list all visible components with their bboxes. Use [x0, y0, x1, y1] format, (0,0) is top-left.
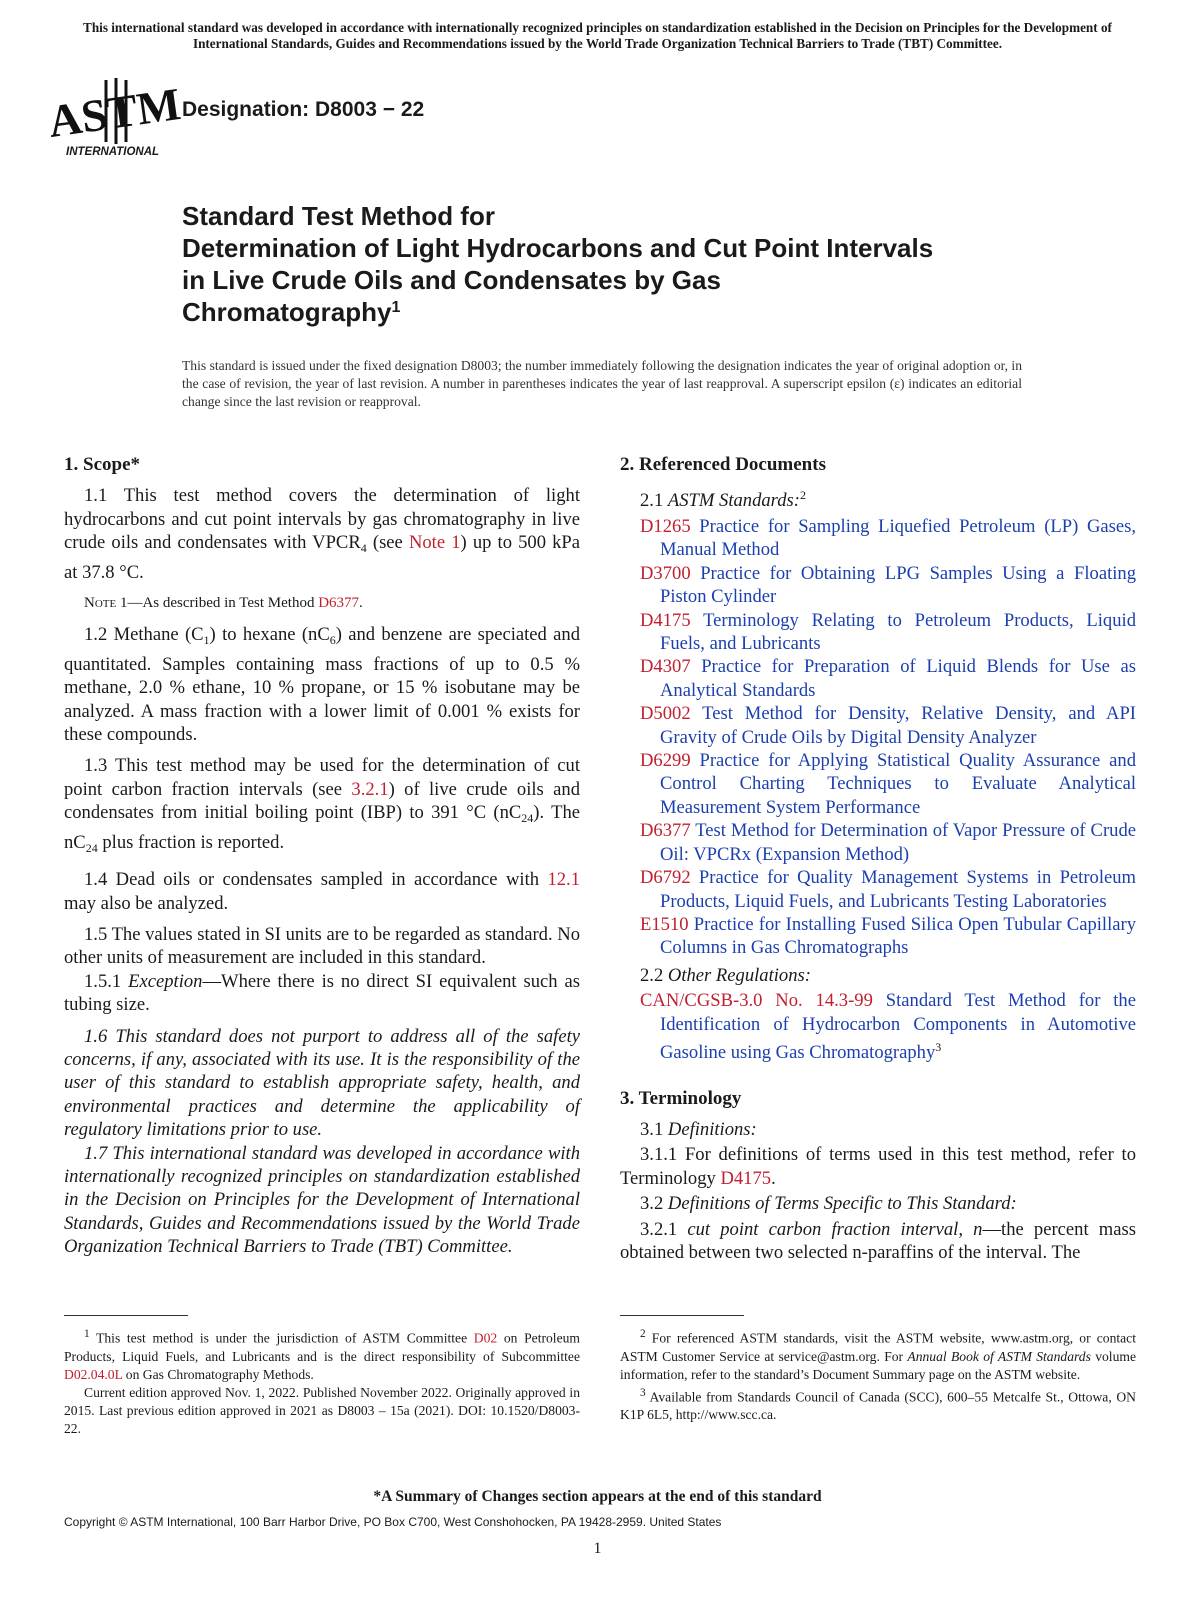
d4175-link[interactable]: D4175 [720, 1167, 772, 1189]
reference-item-cgsb: CAN/CGSB-3.0 No. 14.3-99 Standard Test Method for the Identification of Hydrocarbon Components in Automotive Gasoline using Gas Chromatography$^3$ [640, 990, 1136, 1064]
document-title [182, 200, 942, 328]
para-1-3: 1.3 This test method may be used for the determination of cut point carbon fraction intervals (see 3.2.1) of live crude oils and condensates from initial boiling point (IBP) to 391 °C $(nC_{24})$. The $nC_{24}$ plus fraction is reported. [64, 755, 581, 855]
footnote-rule-right [620, 1315, 744, 1316]
reference-code[interactable]: D6377 [640, 820, 691, 842]
astm-logo-subtext: INTERNATIONAL [66, 146, 160, 158]
footnotes-2-3: $^2$ For referenced ASTM standards, visit the ASTM website, www.astm.org, or contact ASTM Customer Service at service@astm.org. For Annual Book of ASTM Standards volume information, refer to the standard’s Document Summary page on the ASTM website. $^3$ Available from Standards Council of Canada (SCC), 600–55 Metcalfe St., Ottowa, ON K1P 6L5, http://www.scc.ca. [620, 1328, 1136, 1423]
reference-code[interactable]: D6792 [640, 867, 691, 889]
astm-logo [44, 70, 184, 166]
reference-code[interactable]: D6299 [640, 750, 691, 772]
referenced-documents-heading: 2. Referenced Documents [620, 454, 826, 475]
reference-title[interactable]: Practice for Applying Statistical Quality Assurance and Control Charting Techniques to Evaluate Analytical Measurement System Performance [660, 750, 1136, 818]
svg-text:ASTM: ASTM [44, 77, 184, 147]
d02-link[interactable]: D02 [473, 1330, 498, 1346]
left-column [64, 453, 580, 1267]
reference-title-cgsb[interactable]: Standard Test Method for the Identification of Hydrocarbon Components in Automotive Gasoline using Gas Chromatography [660, 990, 1136, 1064]
footnote-rule-left [64, 1315, 188, 1316]
note-1: Note 1—As described in Test Method D6377. [84, 595, 363, 612]
summary-of-changes-note: *A Summary of Changes section appears at the end of this standard [373, 1488, 822, 1505]
terminology-heading: 3. Terminology [620, 1087, 742, 1109]
para-1-1: 1.1 This test method covers the determination of light hydrocarbons and cut point intervals by gas chromatography in live crude oils and condensates with $VPCR_4$ (see Note 1) up to 500 kPa at 37.8 °C. [64, 485, 581, 583]
reference-title[interactable]: Practice for Obtaining LPG Samples Using a Floating Piston Cylinder [660, 562, 1136, 608]
reference-code[interactable]: D4175 [640, 609, 691, 631]
page-number: 1 [593, 1540, 602, 1557]
para-1-2: 1.2 Methane $(C_1)$ to hexane $(nC_6)$ and benzene are speciated and quantitated. Samples containing mass fractions of up to 0.5 % methane, 2.0 % ethane, 10 % propane, or 15 % isobutane may be analyzed. A mass fraction with a lower limit of 0.001 % exists for these compounds. [64, 624, 581, 746]
para-3-1-1: 3.1.1 For definitions of terms used in this test method, refer to Terminology D4175. [620, 1144, 1136, 1189]
scope-heading: 1. Scope* [64, 454, 140, 475]
reference-item [620, 655, 1136, 702]
reference-title[interactable]: Practice for Installing Fused Silica Open Tubular Capillary Columns in Gas Chromatographs [660, 913, 1136, 959]
reference-item [620, 749, 1136, 819]
reference-title[interactable]: Practice for Sampling Liquefied Petroleum (LP) Gases, Manual Method [660, 516, 1136, 561]
reference-title[interactable]: Test Method for Density, Relative Density, and API Gravity of Crude Oils by Digital Density Analyzer [660, 703, 1136, 748]
reference-title[interactable]: Practice for Quality Management Systems in Petroleum Products, Liquid Fuels, and Lubricants Testing Laboratories [660, 867, 1136, 912]
section-12-1-link[interactable]: 12.1 [547, 869, 580, 891]
reference-item [620, 913, 1136, 960]
para-1-5: 1.5 The values stated in SI units are to be regarded as standard. No other units of measurement are included in this standard. [64, 923, 580, 969]
tbt-notice: This international standard was developed in accordance with internationally recognized principles on standardization established in the Decision on Principles for the Development of International Standards, Guides and Recommendations issued by the World Trade Organization Technical Barriers to Trade (TBT) Committee. [83, 20, 1112, 51]
reference-item [620, 819, 1136, 866]
reference-item [620, 609, 1136, 656]
d6377-note-link[interactable]: D6377 [318, 595, 360, 612]
reference-item [620, 562, 1136, 609]
reference-code[interactable]: D5002 [640, 703, 691, 725]
reference-list [620, 515, 1136, 960]
reference-code[interactable]: D3700 [640, 562, 691, 584]
para-1-4: 1.4 Dead oils or condensates sampled in accordance with 12.1 may also be analyzed. [64, 869, 580, 914]
note-1-link[interactable]: Note 1 [408, 532, 461, 554]
para-3-2-1: 3.2.1 cut point carbon fraction interval, n—the percent mass obtained between two selected n-paraffins of the interval. The [620, 1218, 1136, 1263]
reference-code[interactable]: D4307 [640, 656, 691, 678]
para-3-1: 3.1 Definitions: [640, 1118, 757, 1140]
para-1-7: 1.7 This international standard was developed in accordance with internationally recognized principles on standardization established in the Decision on Principles for the Development of International Standards, Guides and Recommendations issued by the World Trade Organization Technical Barriers to Trade (TBT) Committee. [64, 1142, 580, 1258]
reference-title[interactable]: Test Method for Determination of Vapor Pressure of Crude Oil: VPCRx (Expansion Method) [660, 820, 1136, 865]
footnote-1: $^1$ This test method is under the jurisdiction of ASTM Committee D02 on Petroleum Products, Liquid Fuels, and Lubricants and is the direct responsibility of Subcommittee D02.04.0L on Gas Chromatography Methods. Current edition approved Nov. 1, 2022. Published November 2022. Originally approved in 2015. Last previous edition approved in 2021 as D8003 – 15a (2021). DOI: 10.1520/D8003-22. [64, 1328, 580, 1436]
section-3-2-1-link[interactable]: 3.2.1 [351, 778, 389, 800]
reference-title[interactable]: Terminology Relating to Petroleum Products, Liquid Fuels, and Lubricants [660, 609, 1136, 655]
reference-code-cgsb[interactable]: CAN/CGSB-3.0 No. 14.3-99 [640, 990, 873, 1012]
para-3-2: 3.2 Definitions of Terms Specific to This Standard: [640, 1193, 1017, 1215]
reference-item [620, 515, 1136, 562]
reference-title[interactable]: Practice for Preparation of Liquid Blends for Use as Analytical Standards [660, 656, 1136, 701]
copyright: Copyright © ASTM International, 100 Barr Harbor Drive, PO Box C700, West Conshohocken, PA 19428-2959. United States [64, 1515, 722, 1529]
right-column [620, 453, 1136, 1264]
d02-04-0l-link[interactable]: D02.04.0L [64, 1366, 123, 1382]
designation: Designation: D8003 − 22 [182, 98, 425, 121]
reference-item [620, 866, 1136, 913]
para-1-5-1: 1.5.1 Exception—Where there is no direct SI equivalent such as tubing size. [64, 970, 580, 1016]
para-1-6: 1.6 This standard does not purport to address all of the safety concerns, if any, associated with its use. It is the responsibility of the user of this standard to establish appropriate safety, health, and environmental practices and determine the applicability of regulatory limitations prior to use. [64, 1025, 580, 1141]
title-line-2: Determination of Light Hydrocarbons and Cut Point Intervals in Live Crude Oils and Condensates by Gas Chromatography$^1$ [182, 233, 934, 327]
reference-code[interactable]: D1265 [640, 516, 691, 537]
title-line-1: Standard Test Method for [182, 201, 495, 231]
reference-item [620, 702, 1136, 749]
title-footnote-mark: 1 [391, 299, 401, 316]
reference-code[interactable]: E1510 [640, 913, 689, 935]
astm-standards-label: 2.1 ASTM Standards:$^2$ [640, 488, 806, 512]
other-regulations-label: 2.2 Other Regulations: [640, 964, 811, 986]
issuance-note: This standard is issued under the fixed designation D8003; the number immediately following the designation indicates the year of original adoption or, in the case of revision, the year of last revision. A number in parentheses indicates the year of last reapproval. A superscript epsilon (ε) indicates an editorial change since the last revision or reapproval. [182, 358, 1022, 409]
